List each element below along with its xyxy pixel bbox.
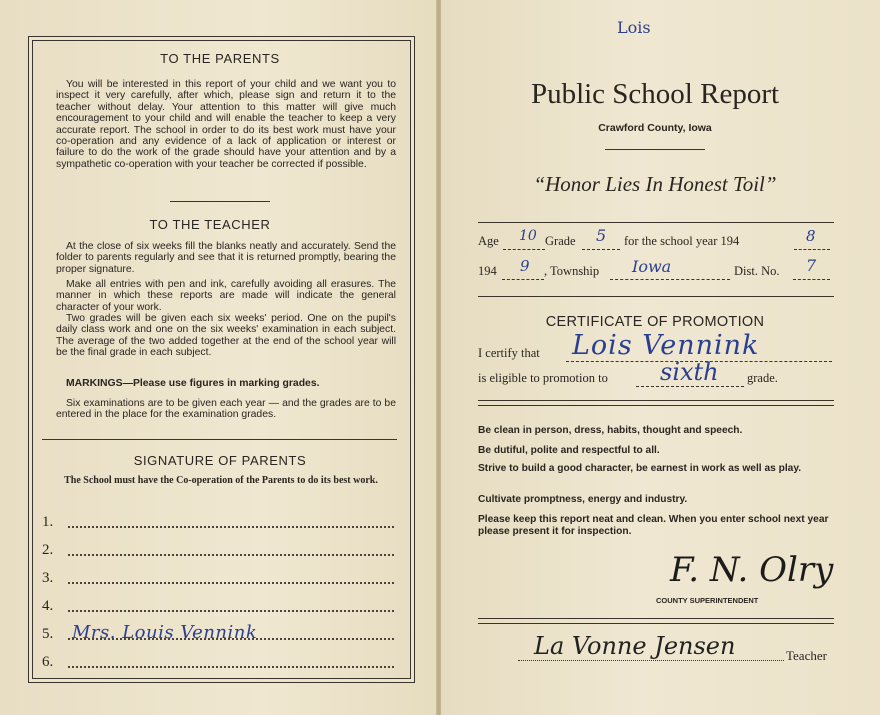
line-number: 1. <box>42 514 54 530</box>
divider <box>605 149 705 150</box>
signature-line[interactable] <box>42 537 394 559</box>
pupil-name: Lois Vennink <box>572 330 760 361</box>
district-value: 7 <box>806 256 817 275</box>
township-value: Iowa <box>632 257 672 276</box>
rule-text: Be dutiful, polite and respectful to all. <box>478 445 660 456</box>
teacher-signature-field[interactable] <box>518 660 784 661</box>
dotted-line <box>68 554 394 556</box>
school-year-label: for the school year 194 <box>624 234 740 248</box>
age-field[interactable] <box>503 249 545 250</box>
dotted-line <box>68 610 394 612</box>
county-name: Crawford County, Iowa <box>598 122 712 134</box>
parents-heading: TO THE PARENTS <box>160 51 280 66</box>
teacher-paragraph: Two grades will be given each six weeks' period. One on the pupil's daily class work and one on the six weeks' examination in each subject. The average of the two added together at the end of the school year will be the final grade in each subject. <box>56 313 396 359</box>
teacher-paragraph: Six examinations are to be given each year — and the grades are to be entered in the place for the examination grades. <box>56 398 396 421</box>
rule-text: Strive to build a good character, be earnest in work as well as play. <box>478 463 802 474</box>
signature-note: The School must have the Co-operation of the Parents to do its best work. <box>64 475 378 486</box>
rule-text: Please keep this report neat and clean. When you enter school next year please present it for inspection. <box>478 514 829 537</box>
divider <box>478 400 834 401</box>
top-handwritten-name: Lois <box>617 18 651 37</box>
eligible-label: is eligible to promotion to <box>478 371 608 385</box>
year-prefix: 194 <box>478 264 497 278</box>
dotted-line <box>68 582 394 584</box>
line-number: 2. <box>42 542 54 558</box>
line-number: 4. <box>42 598 54 614</box>
year-field[interactable] <box>794 249 830 250</box>
line-number: 3. <box>42 570 54 586</box>
year-value: 9 <box>520 257 530 275</box>
left-page <box>0 0 437 715</box>
signature-heading: SIGNATURE OF PARENTS <box>133 453 307 468</box>
promoted-grade: sixth <box>660 358 719 386</box>
grade-label: Grade <box>545 234 576 248</box>
certify-label: I certify that <box>478 346 540 360</box>
district-label: Dist. No. <box>734 264 780 278</box>
signature-line[interactable] <box>42 593 394 615</box>
markings-note: MARKINGS—Please use figures in marking grades. <box>66 378 320 389</box>
report-title: Public School Report <box>530 78 780 110</box>
divider <box>42 439 397 440</box>
divider <box>170 201 270 202</box>
signature-line[interactable] <box>42 565 394 587</box>
year-field[interactable] <box>502 279 544 280</box>
rule-text: Cultivate promptness, energy and industry. <box>478 494 688 505</box>
grade-value: 5 <box>596 226 607 245</box>
teacher-heading: TO THE TEACHER <box>149 217 271 232</box>
divider <box>478 222 834 223</box>
motto: “Honor Lies In Honest Toil” <box>533 172 777 196</box>
line-number: 6. <box>42 654 54 670</box>
signature-line[interactable] <box>42 649 394 671</box>
teacher-signature: La Vonne Jensen <box>534 632 736 660</box>
divider <box>478 623 834 624</box>
divider <box>478 405 834 406</box>
teacher-paragraph: At the close of six weeks fill the blanks neatly and accurately. Send the folder to parents regularly and see that it is returned promptly, bearing the proper signature. <box>56 241 396 275</box>
divider <box>478 296 834 297</box>
grade-field[interactable] <box>582 249 620 250</box>
district-field[interactable] <box>793 279 830 280</box>
superintendent-signature: F. N. Olry <box>670 550 834 590</box>
parents-text: You will be interested in this report of your child and we want you to inspect it very carefully, after which, please sign and return it to the teacher without delay. Your attention to this matter will give much encouragement to your child and will enable the teacher to keep a very accurate report. The school in order to do its best work must have your co-operation and any evidence of a lack of application or interest or failure to do the work of the grade should have your attention and by a sympathetic co-operation with your teacher be corrected if possible. <box>56 79 396 170</box>
divider <box>478 618 834 619</box>
rule-text: Be clean in person, dress, habits, thought and speech. <box>478 425 743 436</box>
township-field[interactable] <box>610 279 730 280</box>
teacher-label: Teacher <box>786 648 827 663</box>
township-label: , Township <box>544 264 600 278</box>
superintendent-label: COUNTY SUPERINTENDENT <box>656 596 759 605</box>
dotted-line <box>68 526 394 528</box>
line-number: 5. <box>42 626 54 642</box>
certificate-heading: CERTIFICATE OF PROMOTION <box>545 314 765 330</box>
dotted-line <box>68 666 394 668</box>
grade-suffix: grade. <box>747 371 778 385</box>
promoted-grade-field[interactable] <box>636 386 744 387</box>
age-value: 10 <box>519 228 537 244</box>
teacher-paragraph: Make all entries with pen and ink, carefully avoiding all erasures. The manner in which these reports are made will indicate the general character of your work. <box>56 279 396 313</box>
parent-signature: Mrs. Louis Vennink <box>72 622 258 643</box>
signature-line[interactable] <box>42 621 394 643</box>
year-value: 8 <box>806 227 816 245</box>
age-label: Age <box>478 234 499 248</box>
signature-line[interactable] <box>42 509 394 531</box>
